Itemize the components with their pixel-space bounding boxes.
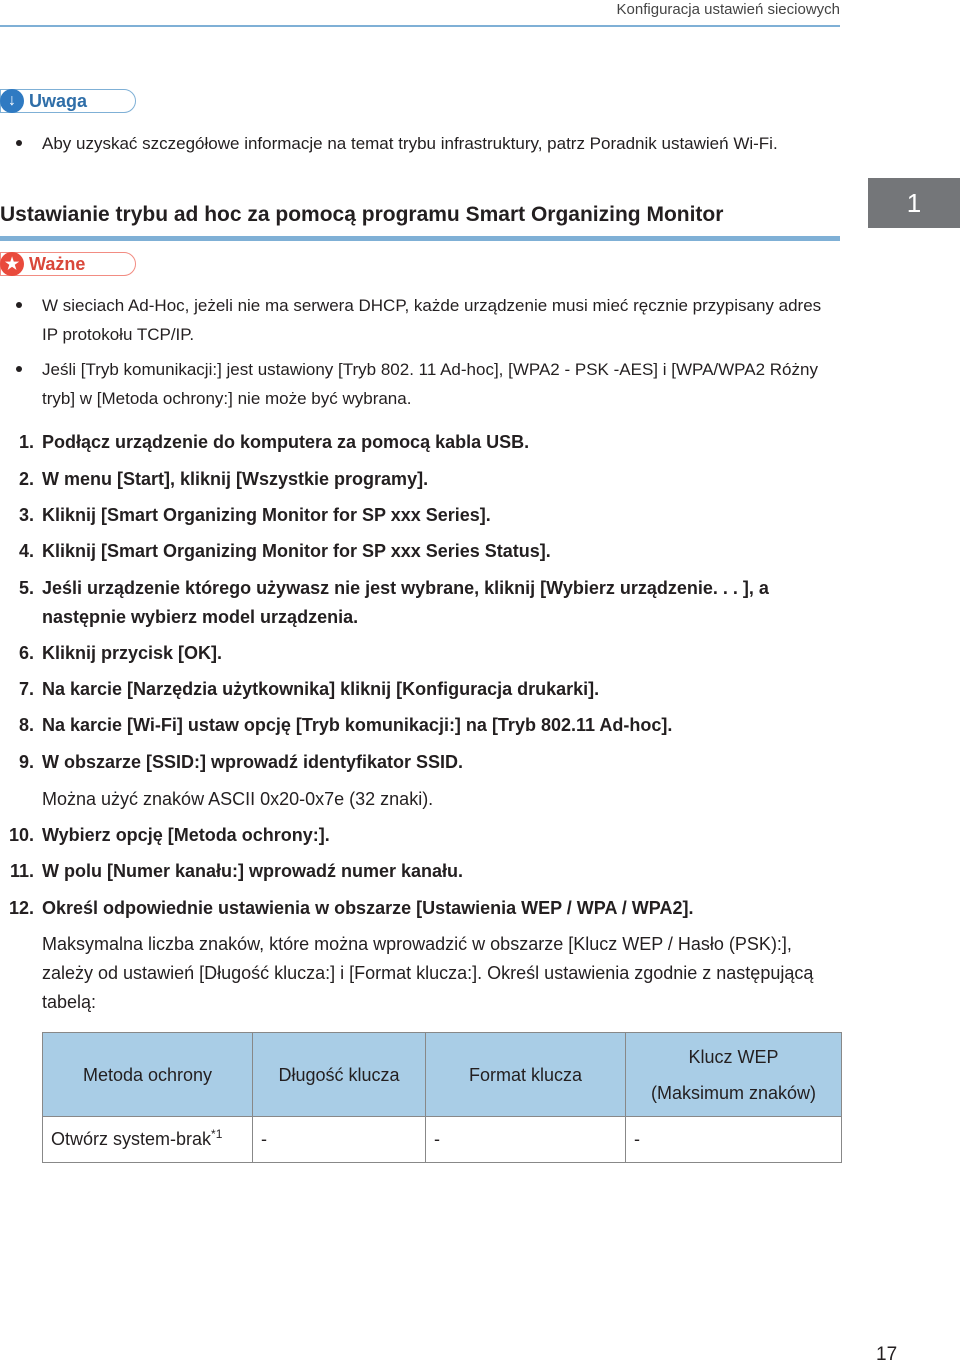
step-4: [0, 537, 840, 566]
step-number: 6.: [18, 643, 34, 663]
step-number: 3.: [18, 505, 34, 525]
footnote-marker: *1: [211, 1127, 223, 1141]
star-icon: ★: [0, 252, 24, 276]
page-number: 17: [876, 1344, 898, 1365]
step-text: Kliknij [Smart Organizing Monitor for SP xxx Series].: [42, 505, 491, 525]
header-rule: [0, 25, 840, 27]
step-number: 10.: [8, 825, 34, 845]
step-number: 9.: [18, 752, 34, 772]
note-label: Uwaga: [29, 90, 88, 111]
step-text: Wybierz opcję [Metoda ochrony:].: [42, 825, 330, 845]
note-bullet: [0, 129, 840, 158]
important-bullet: [0, 355, 840, 413]
step-3: [0, 501, 840, 530]
key-length-table: [42, 1032, 842, 1163]
step-2: [0, 465, 840, 494]
step-number: 1.: [18, 432, 34, 452]
step-12-note: Maksymalna liczba znaków, które można wprowadzić w obszarze [Klucz WEP / Hasło (PSK):], zależy od ustawień [Długość klucza:] i [Format klucza:]. Określ ustawienia zgodnie z następującą tabelą:: [42, 934, 814, 1012]
important-bullet: [0, 291, 840, 349]
step-10: [0, 821, 840, 850]
step-number: 5.: [18, 578, 34, 598]
header-wep-key-line2: (Maksimum znaków): [650, 1082, 817, 1103]
step-text: Podłącz urządzenie do komputera za pomocą kabla USB.: [42, 432, 530, 452]
step-text: Kliknij [Smart Organizing Monitor for SP xxx Series Status].: [42, 541, 551, 561]
bullet-dot: [16, 140, 22, 146]
note-callout: [0, 89, 136, 113]
table-header-row: [43, 1033, 842, 1117]
step-5: [0, 574, 840, 632]
step-text: Na karcie [Wi-Fi] ustaw opcję [Tryb komunikacji:] na [Tryb 802.11 Ad-hoc].: [42, 715, 673, 735]
arrow-down-icon: ↓: [0, 89, 24, 113]
important-label: Ważne: [29, 253, 86, 274]
header-key-length: Długość klucza: [253, 1033, 426, 1117]
header-wep-key-line1: Klucz WEP: [688, 1046, 779, 1067]
step-11: [0, 857, 840, 886]
cell-method: [43, 1117, 253, 1163]
cell-method-text: Otwórz system-brak: [51, 1129, 212, 1149]
important-bullet-text: Jeśli [Tryb komunikacji:] jest ustawiony [Tryb 802. 11 Ad-hoc], [WPA2 - PSK -AES] i [WPA/WPA2 Różny tryb] w [Metoda ochrony:] nie może być wybrana.: [42, 360, 818, 408]
header-wep-key: [626, 1033, 842, 1117]
cell-format: -: [426, 1117, 626, 1163]
step-text: W obszarze [SSID:] wprowadź identyfikator SSID.: [42, 752, 464, 772]
step-7: [0, 675, 840, 704]
step-text: W polu [Numer kanału:] wprowadź numer kanału.: [42, 861, 464, 881]
step-8: [0, 711, 840, 740]
table-row: [43, 1117, 842, 1163]
chapter-tab: 1: [868, 178, 960, 228]
important-callout: [0, 252, 136, 276]
step-text: Na karcie [Narzędzia użytkownika] kliknij [Konfiguracja drukarki].: [42, 679, 600, 699]
step-6: [0, 639, 840, 668]
step-text: W menu [Start], kliknij [Wszystkie programy].: [42, 469, 429, 489]
step-1: [0, 428, 840, 457]
step-number: 7.: [18, 679, 34, 699]
cell-length: -: [253, 1117, 426, 1163]
cell-wep: -: [626, 1117, 842, 1163]
important-bullet-text: W sieciach Ad-Hoc, jeżeli nie ma serwera DHCP, każde urządzenie musi mieć ręcznie przypisany adres IP protokołu TCP/IP.: [42, 296, 822, 344]
header-key-format: Format klucza: [426, 1033, 626, 1117]
step-number: 4.: [18, 541, 34, 561]
header-security-method: Metoda ochrony: [43, 1033, 253, 1117]
step-9-note: Można użyć znaków ASCII 0x20-0x7e (32 znaki).: [42, 789, 434, 809]
step-12: [0, 894, 840, 923]
step-text: Kliknij przycisk [OK].: [42, 643, 223, 663]
note-bullet-text: Aby uzyskać szczegółowe informacje na temat trybu infrastruktury, patrz Poradnik ustawień Wi-Fi.: [42, 134, 778, 153]
step-9: [0, 748, 840, 777]
step-number: 12.: [8, 898, 34, 918]
section-title: Ustawianie trybu ad hoc za pomocą programu Smart Organizing Monitor: [0, 203, 724, 226]
bullet-dot: [16, 366, 22, 372]
step-text: Określ odpowiednie ustawienia w obszarze [Ustawienia WEP / WPA / WPA2].: [42, 898, 694, 918]
step-number: 11.: [9, 861, 34, 881]
step-text: Jeśli urządzenie którego używasz nie jest wybrane, kliknij [Wybierz urządzenie. . . ], a następnie wybierz model urządzenia.: [42, 578, 769, 627]
bullet-dot: [16, 302, 22, 308]
step-number: 2.: [18, 469, 34, 489]
step-number: 8.: [18, 715, 34, 735]
section-rule: [0, 236, 840, 241]
running-header: Konfiguracja ustawień sieciowych: [616, 1, 840, 18]
